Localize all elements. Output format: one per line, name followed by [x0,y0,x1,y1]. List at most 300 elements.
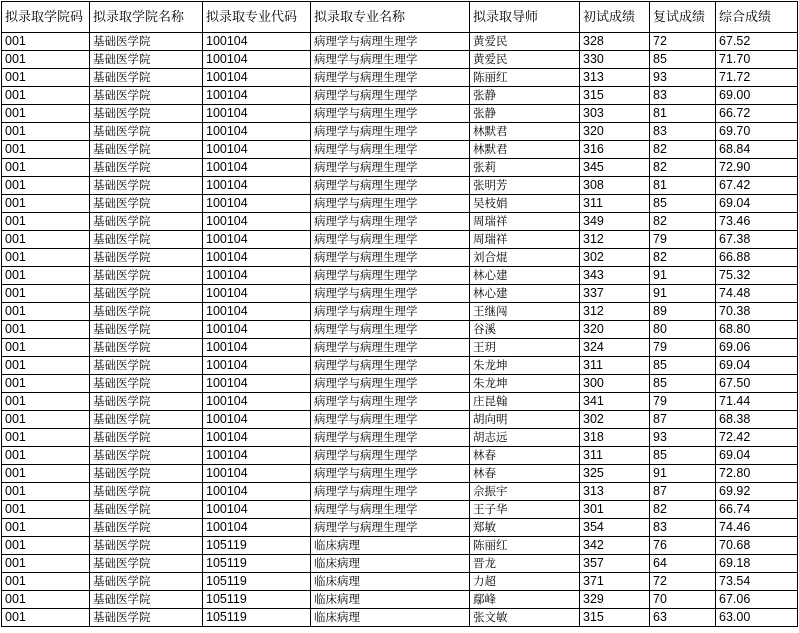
overall-score-cell: 69.06 [716,339,798,357]
table-row [2,501,798,519]
college-name-cell: 基础医学院 [90,177,203,195]
major-code-cell: 100104 [203,267,311,285]
major-name-cell: 临床病理 [311,573,470,591]
retest-score-cell: 91 [650,267,716,285]
table-row [2,267,798,285]
college-name-cell: 基础医学院 [90,357,203,375]
overall-score-cell: 74.48 [716,285,798,303]
major-code-cell: 100104 [203,159,311,177]
supervisor-cell: 朱龙坤 [470,375,580,393]
major-name-cell: 病理学与病理生理学 [311,303,470,321]
college-name-cell: 基础医学院 [90,465,203,483]
retest-score-cell: 82 [650,141,716,159]
initial-score-cell: 357 [580,555,650,573]
major-code-cell: 100104 [203,375,311,393]
retest-score-cell: 93 [650,69,716,87]
retest-score-cell: 82 [650,249,716,267]
retest-score-cell: 63 [650,609,716,627]
initial-score-cell: 320 [580,123,650,141]
college-name-cell: 基础医学院 [90,447,203,465]
college-code-cell: 001 [2,393,90,411]
major-code-cell: 100104 [203,285,311,303]
retest-score-cell: 72 [650,33,716,51]
major-name-cell: 病理学与病理生理学 [311,501,470,519]
initial-score-cell: 301 [580,501,650,519]
overall-score-cell: 67.50 [716,375,798,393]
major-code-cell: 100104 [203,501,311,519]
college-code-cell: 001 [2,159,90,177]
initial-score-cell: 318 [580,429,650,447]
major-name-cell: 病理学与病理生理学 [311,465,470,483]
supervisor-cell: 林春 [470,447,580,465]
major-name-cell: 病理学与病理生理学 [311,105,470,123]
major-code-cell: 100104 [203,141,311,159]
retest-score-cell: 70 [650,591,716,609]
college-name-cell: 基础医学院 [90,501,203,519]
major-code-cell: 100104 [203,231,311,249]
table-row [2,303,798,321]
major-code-cell: 105119 [203,591,311,609]
retest-score-cell: 89 [650,303,716,321]
header-row [2,2,798,33]
overall-score-cell: 73.54 [716,573,798,591]
major-code-cell: 100104 [203,519,311,537]
college-code-cell: 001 [2,51,90,69]
college-name-cell: 基础医学院 [90,303,203,321]
college-code-cell: 001 [2,285,90,303]
supervisor-cell: 张静 [470,87,580,105]
supervisor-cell: 郑敏 [470,519,580,537]
table-row [2,339,798,357]
college-code-cell: 001 [2,249,90,267]
college-name-cell: 基础医学院 [90,249,203,267]
initial-score-cell: 320 [580,321,650,339]
table-row [2,573,798,591]
major-name-cell: 病理学与病理生理学 [311,177,470,195]
college-name-cell: 基础医学院 [90,87,203,105]
supervisor-cell: 张静 [470,105,580,123]
retest-score-cell: 87 [650,483,716,501]
major-code-cell: 100104 [203,357,311,375]
retest-score-cell: 76 [650,537,716,555]
retest-score-cell: 85 [650,375,716,393]
overall-score-cell: 67.38 [716,231,798,249]
retest-score-cell: 82 [650,159,716,177]
initial-score-cell: 345 [580,159,650,177]
college-name-cell: 基础医学院 [90,339,203,357]
supervisor-cell: 张明芳 [470,177,580,195]
overall-score-cell: 67.06 [716,591,798,609]
initial-score-cell: 349 [580,213,650,231]
overall-score-cell: 68.80 [716,321,798,339]
major-name-cell: 病理学与病理生理学 [311,429,470,447]
retest-score-cell: 87 [650,411,716,429]
college-code-cell: 001 [2,447,90,465]
table-row [2,87,798,105]
overall-score-cell: 69.70 [716,123,798,141]
supervisor-cell: 王子华 [470,501,580,519]
admission-table [1,1,798,627]
major-code-cell: 100104 [203,465,311,483]
initial-score-cell: 302 [580,411,650,429]
overall-score-cell: 70.38 [716,303,798,321]
overall-score-cell: 68.84 [716,141,798,159]
major-code-cell: 100104 [203,213,311,231]
major-name-cell: 病理学与病理生理学 [311,195,470,213]
supervisor-cell: 王玥 [470,339,580,357]
major-name-cell: 病理学与病理生理学 [311,321,470,339]
major-code-cell: 105119 [203,555,311,573]
initial-score-cell: 328 [580,33,650,51]
table-body [2,33,798,627]
retest-score-cell: 79 [650,393,716,411]
overall-score-cell: 74.46 [716,519,798,537]
major-code-cell: 100104 [203,69,311,87]
college-code-cell: 001 [2,321,90,339]
supervisor-cell: 胡志远 [470,429,580,447]
major-name-cell: 临床病理 [311,537,470,555]
supervisor-cell: 谷溪 [470,321,580,339]
college-name-cell: 基础医学院 [90,123,203,141]
initial-score-cell: 329 [580,591,650,609]
supervisor-cell: 佘振宇 [470,483,580,501]
major-name-cell: 病理学与病理生理学 [311,375,470,393]
retest-score-cell: 81 [650,177,716,195]
major-name-cell: 病理学与病理生理学 [311,285,470,303]
major-name-cell: 病理学与病理生理学 [311,33,470,51]
major-name-cell: 病理学与病理生理学 [311,213,470,231]
major-code-cell: 105119 [203,609,311,627]
overall-score-cell: 67.42 [716,177,798,195]
college-name-cell: 基础医学院 [90,105,203,123]
major-name-cell: 病理学与病理生理学 [311,411,470,429]
overall-score-cell: 68.38 [716,411,798,429]
retest-score-cell: 79 [650,231,716,249]
supervisor-cell: 周瑞祥 [470,213,580,231]
supervisor-cell: 林春 [470,465,580,483]
major-name-cell: 临床病理 [311,609,470,627]
overall-score-cell: 72.80 [716,465,798,483]
supervisor-cell: 林默君 [470,123,580,141]
college-code-cell: 001 [2,429,90,447]
header-supervisor: 拟录取导师 [470,2,580,33]
college-name-cell: 基础医学院 [90,573,203,591]
major-name-cell: 病理学与病理生理学 [311,51,470,69]
overall-score-cell: 66.72 [716,105,798,123]
supervisor-cell: 庄昆翰 [470,393,580,411]
retest-score-cell: 85 [650,357,716,375]
college-name-cell: 基础医学院 [90,429,203,447]
table-row [2,483,798,501]
college-code-cell: 001 [2,609,90,627]
college-code-cell: 001 [2,141,90,159]
major-name-cell: 病理学与病理生理学 [311,267,470,285]
initial-score-cell: 300 [580,375,650,393]
college-code-cell: 001 [2,195,90,213]
retest-score-cell: 72 [650,573,716,591]
initial-score-cell: 341 [580,393,650,411]
college-name-cell: 基础医学院 [90,195,203,213]
major-code-cell: 100104 [203,33,311,51]
college-name-cell: 基础医学院 [90,411,203,429]
retest-score-cell: 93 [650,429,716,447]
table-row [2,429,798,447]
major-name-cell: 临床病理 [311,555,470,573]
college-name-cell: 基础医学院 [90,33,203,51]
college-code-cell: 001 [2,303,90,321]
college-code-cell: 001 [2,591,90,609]
retest-score-cell: 82 [650,501,716,519]
supervisor-cell: 黄爱民 [470,51,580,69]
initial-score-cell: 316 [580,141,650,159]
header-major-name: 拟录取专业名称 [311,2,470,33]
table-row [2,249,798,267]
initial-score-cell: 311 [580,195,650,213]
supervisor-cell: 张文敏 [470,609,580,627]
table-row [2,123,798,141]
table-row [2,195,798,213]
table-row [2,69,798,87]
table-row [2,51,798,69]
retest-score-cell: 79 [650,339,716,357]
supervisor-cell: 朱龙坤 [470,357,580,375]
initial-score-cell: 302 [580,249,650,267]
college-name-cell: 基础医学院 [90,267,203,285]
major-name-cell: 临床病理 [311,591,470,609]
supervisor-cell: 胡向明 [470,411,580,429]
supervisor-cell: 吴枝娟 [470,195,580,213]
table-row [2,177,798,195]
initial-score-cell: 311 [580,447,650,465]
retest-score-cell: 85 [650,195,716,213]
table-row [2,33,798,51]
supervisor-cell: 刘合焜 [470,249,580,267]
table-row [2,357,798,375]
initial-score-cell: 303 [580,105,650,123]
college-code-cell: 001 [2,267,90,285]
major-name-cell: 病理学与病理生理学 [311,231,470,249]
supervisor-cell: 林心建 [470,267,580,285]
supervisor-cell: 王继闯 [470,303,580,321]
initial-score-cell: 315 [580,609,650,627]
major-code-cell: 100104 [203,123,311,141]
college-name-cell: 基础医学院 [90,141,203,159]
initial-score-cell: 342 [580,537,650,555]
table-row [2,537,798,555]
retest-score-cell: 83 [650,519,716,537]
college-name-cell: 基础医学院 [90,591,203,609]
college-code-cell: 001 [2,411,90,429]
college-code-cell: 001 [2,123,90,141]
overall-score-cell: 75.32 [716,267,798,285]
initial-score-cell: 313 [580,69,650,87]
college-code-cell: 001 [2,339,90,357]
overall-score-cell: 63.00 [716,609,798,627]
overall-score-cell: 73.46 [716,213,798,231]
table-row [2,213,798,231]
major-name-cell: 病理学与病理生理学 [311,159,470,177]
supervisor-cell: 周瑞祥 [470,231,580,249]
college-name-cell: 基础医学院 [90,519,203,537]
overall-score-cell: 71.70 [716,51,798,69]
initial-score-cell: 313 [580,483,650,501]
overall-score-cell: 67.52 [716,33,798,51]
major-name-cell: 病理学与病理生理学 [311,339,470,357]
college-code-cell: 001 [2,573,90,591]
college-name-cell: 基础医学院 [90,51,203,69]
college-code-cell: 001 [2,33,90,51]
major-name-cell: 病理学与病理生理学 [311,141,470,159]
supervisor-cell: 陈丽红 [470,537,580,555]
college-code-cell: 001 [2,465,90,483]
supervisor-cell: 鄢峰 [470,591,580,609]
header-retest-score: 复试成绩 [650,2,716,33]
table-row [2,285,798,303]
major-name-cell: 病理学与病理生理学 [311,87,470,105]
college-code-cell: 001 [2,177,90,195]
college-name-cell: 基础医学院 [90,159,203,177]
overall-score-cell: 66.74 [716,501,798,519]
major-code-cell: 100104 [203,393,311,411]
initial-score-cell: 343 [580,267,650,285]
college-code-cell: 001 [2,519,90,537]
retest-score-cell: 82 [650,213,716,231]
college-name-cell: 基础医学院 [90,375,203,393]
supervisor-cell: 林默君 [470,141,580,159]
college-code-cell: 001 [2,69,90,87]
retest-score-cell: 64 [650,555,716,573]
header-initial-score: 初试成绩 [580,2,650,33]
major-code-cell: 100104 [203,105,311,123]
supervisor-cell: 陈丽红 [470,69,580,87]
major-code-cell: 100104 [203,51,311,69]
major-code-cell: 100104 [203,87,311,105]
major-code-cell: 100104 [203,249,311,267]
overall-score-cell: 72.90 [716,159,798,177]
table-row [2,465,798,483]
retest-score-cell: 80 [650,321,716,339]
retest-score-cell: 85 [650,51,716,69]
retest-score-cell: 81 [650,105,716,123]
college-code-cell: 001 [2,375,90,393]
overall-score-cell: 71.72 [716,69,798,87]
retest-score-cell: 91 [650,285,716,303]
table-row [2,591,798,609]
retest-score-cell: 85 [650,447,716,465]
major-code-cell: 105119 [203,537,311,555]
college-name-cell: 基础医学院 [90,213,203,231]
major-code-cell: 100104 [203,195,311,213]
initial-score-cell: 324 [580,339,650,357]
major-code-cell: 100104 [203,483,311,501]
table-row [2,231,798,249]
college-code-cell: 001 [2,231,90,249]
overall-score-cell: 69.04 [716,357,798,375]
initial-score-cell: 308 [580,177,650,195]
major-name-cell: 病理学与病理生理学 [311,249,470,267]
college-name-cell: 基础医学院 [90,285,203,303]
major-code-cell: 100104 [203,447,311,465]
major-name-cell: 病理学与病理生理学 [311,123,470,141]
college-code-cell: 001 [2,555,90,573]
major-code-cell: 100104 [203,303,311,321]
header-overall-score: 综合成绩 [716,2,798,33]
college-code-cell: 001 [2,357,90,375]
table-row [2,375,798,393]
initial-score-cell: 325 [580,465,650,483]
college-name-cell: 基础医学院 [90,393,203,411]
major-name-cell: 病理学与病理生理学 [311,393,470,411]
table-row [2,393,798,411]
major-name-cell: 病理学与病理生理学 [311,447,470,465]
table-row [2,141,798,159]
table-row [2,321,798,339]
initial-score-cell: 312 [580,303,650,321]
initial-score-cell: 311 [580,357,650,375]
supervisor-cell: 林心建 [470,285,580,303]
table-row [2,609,798,627]
overall-score-cell: 69.18 [716,555,798,573]
initial-score-cell: 371 [580,573,650,591]
overall-score-cell: 66.88 [716,249,798,267]
supervisor-cell: 黄爱民 [470,33,580,51]
overall-score-cell: 71.44 [716,393,798,411]
major-code-cell: 100104 [203,321,311,339]
overall-score-cell: 72.42 [716,429,798,447]
overall-score-cell: 70.68 [716,537,798,555]
college-name-cell: 基础医学院 [90,555,203,573]
major-code-cell: 100104 [203,177,311,195]
college-name-cell: 基础医学院 [90,321,203,339]
college-name-cell: 基础医学院 [90,609,203,627]
college-code-cell: 001 [2,483,90,501]
supervisor-cell: 晋龙 [470,555,580,573]
major-name-cell: 病理学与病理生理学 [311,483,470,501]
major-name-cell: 病理学与病理生理学 [311,357,470,375]
header-college-code: 拟录取学院码 [2,2,90,33]
college-code-cell: 001 [2,105,90,123]
header-major-code: 拟录取专业代码 [203,2,311,33]
college-name-cell: 基础医学院 [90,231,203,249]
major-code-cell: 100104 [203,429,311,447]
initial-score-cell: 312 [580,231,650,249]
college-code-cell: 001 [2,537,90,555]
table-row [2,519,798,537]
supervisor-cell: 张莉 [470,159,580,177]
supervisor-cell: 力超 [470,573,580,591]
college-code-cell: 001 [2,87,90,105]
table-row [2,411,798,429]
overall-score-cell: 69.00 [716,87,798,105]
major-name-cell: 病理学与病理生理学 [311,69,470,87]
college-code-cell: 001 [2,213,90,231]
college-name-cell: 基础医学院 [90,483,203,501]
overall-score-cell: 69.04 [716,447,798,465]
major-code-cell: 100104 [203,339,311,357]
table-row [2,555,798,573]
overall-score-cell: 69.04 [716,195,798,213]
overall-score-cell: 69.92 [716,483,798,501]
table-row [2,447,798,465]
initial-score-cell: 354 [580,519,650,537]
college-name-cell: 基础医学院 [90,69,203,87]
initial-score-cell: 315 [580,87,650,105]
college-code-cell: 001 [2,501,90,519]
major-code-cell: 105119 [203,573,311,591]
major-name-cell: 病理学与病理生理学 [311,519,470,537]
initial-score-cell: 330 [580,51,650,69]
retest-score-cell: 83 [650,123,716,141]
